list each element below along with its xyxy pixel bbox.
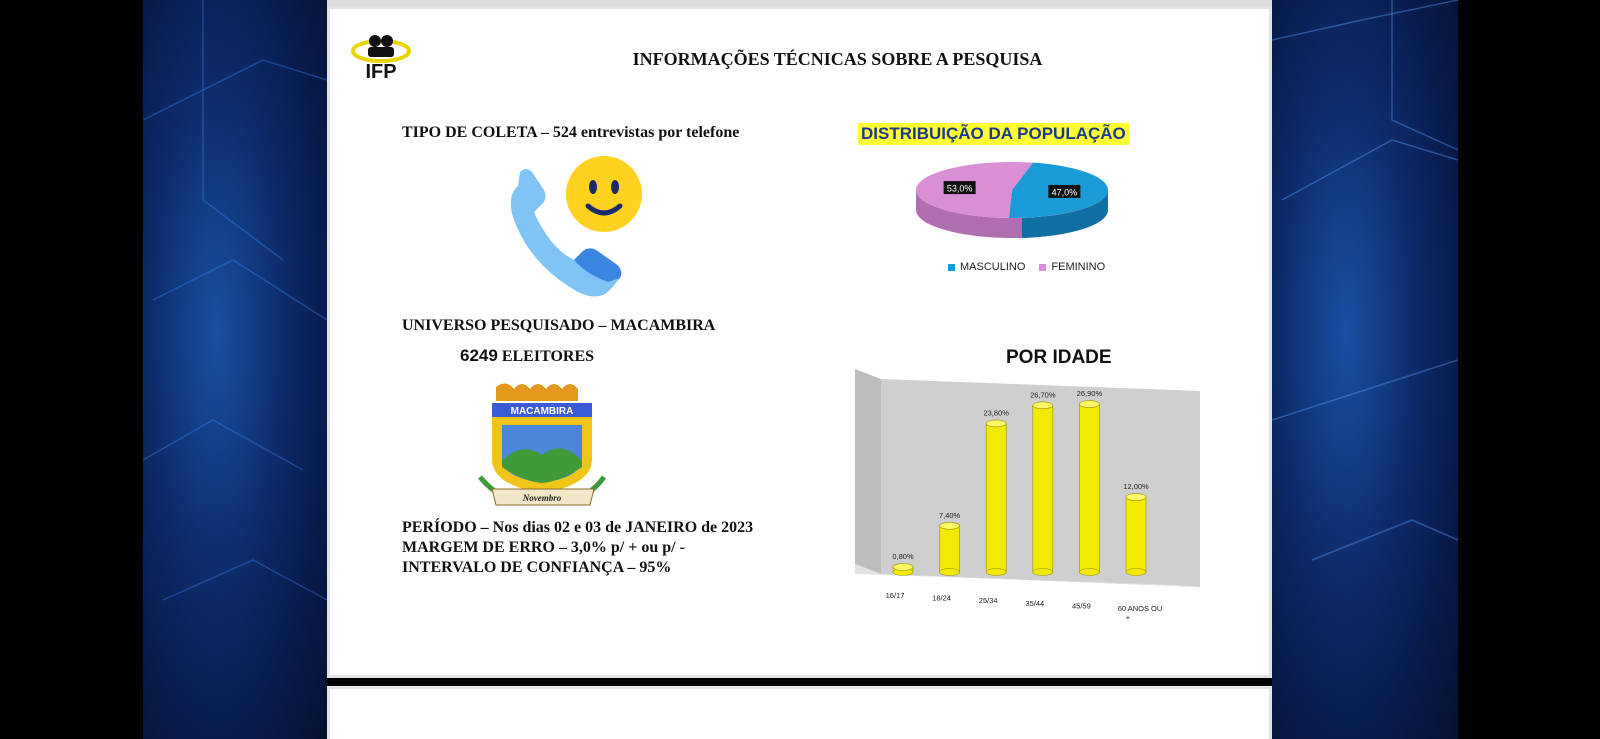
bar [1033,402,1053,576]
x-tick-label: 45/59 [1072,601,1091,611]
legend-label-feminino: FEMININO [1051,261,1106,273]
presentation-slide [327,6,1272,678]
bar-data-label: 26,90% [1076,389,1103,399]
bar [893,564,913,576]
electors-line [460,346,594,366]
pie-chart [910,157,1120,252]
pie-data-label [944,181,976,194]
x-tick-label: 35/44 [1025,598,1045,608]
bar-chart-title: POR IDADE [1006,347,1112,368]
background-left [143,0,327,739]
svg-text:MACAMBIRA: MACAMBIRA [510,406,574,417]
universe-text: UNIVERSO PESQUISADO – MACAMBIRA [402,317,716,334]
margin-text: MARGEM DE ERRO – 3,0% p/ + ou p/ - [402,539,685,556]
svg-text:Novembro: Novembro [522,493,562,503]
x-tick-label: 60 ANOS OU + [1117,604,1163,622]
chart-side-wall [855,369,881,574]
circuit-pattern-left [143,0,327,739]
page-title: INFORMAÇÕES TÉCNICAS SOBRE A PESQUISA [632,49,1043,69]
phone-icon [498,154,658,304]
bar [1079,401,1099,576]
x-tick-label: 25/34 [978,596,998,606]
bar-data-label: 26,70% [1030,390,1056,400]
electors-label: ELEITORES [501,348,595,365]
bar-data-label: 7,40% [938,510,961,520]
right-black-bar [1458,0,1600,739]
x-tick-label: 16/17 [885,591,905,600]
legend-item-masculino [948,261,1025,273]
legend-swatch-feminino [1039,264,1046,271]
bar-data-label: 0,80% [892,552,914,562]
background-right [1272,0,1458,739]
pie-data-label [1048,185,1080,198]
pie-legend [948,261,1105,273]
bar [1126,494,1146,576]
pie-chart-title: DISTRIBUIÇÃO DA POPULAÇÃO [858,123,1129,145]
svg-text:IFP: IFP [365,61,397,83]
electors-number: 6249 [460,346,498,365]
confidence-text: INTERVALO DE CONFIANÇA – 95% [402,559,672,576]
smiley-icon [566,156,642,232]
bar-data-label: 23,80% [983,408,1009,418]
legend-swatch-masculino [948,264,955,271]
period-text: PERÍODO – Nos dias 02 e 03 de JANEIRO de 2023 [402,519,754,536]
collection-type-text: TIPO DE COLETA – 524 entrevistas por telefone [402,124,740,141]
x-tick-label: 18/24 [932,593,951,603]
bar [940,522,960,575]
bar-data-label: 12,00% [1123,482,1149,492]
svg-text:53,0%: 53,0% [946,183,973,194]
bar-chart [855,369,1215,644]
bar [986,420,1006,576]
legend-item-feminino [1039,261,1105,273]
circuit-pattern-right [1272,0,1458,739]
crest-icon [478,381,608,511]
next-slide-preview [327,686,1272,739]
left-black-bar [0,0,143,739]
svg-text:47,0%: 47,0% [1051,187,1078,198]
legend-label-masculino: MASCULINO [960,261,1026,273]
